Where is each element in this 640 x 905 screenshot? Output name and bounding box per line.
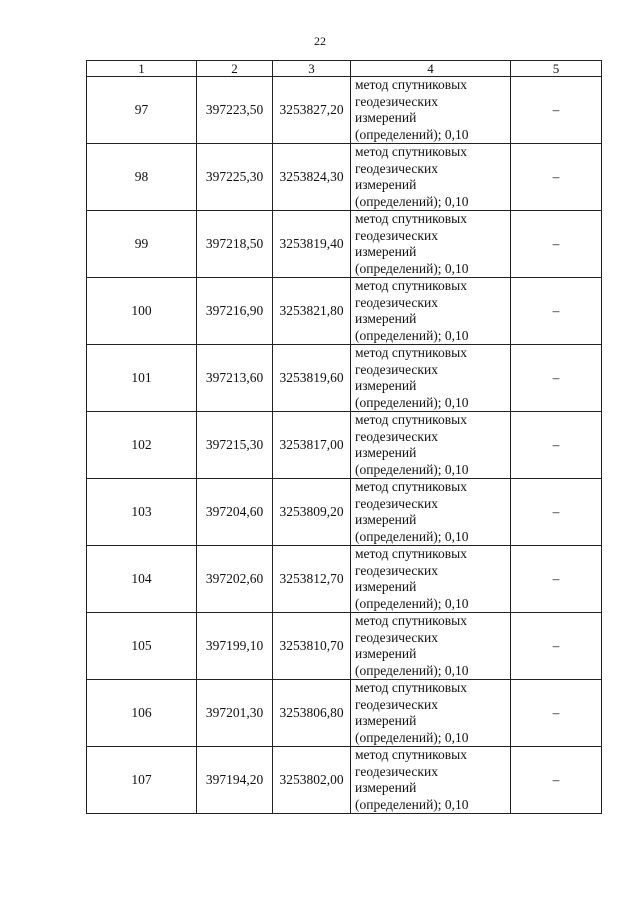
method-text-line: геодезических [355,562,438,578]
method-text-line: (определений); 0,10 [355,729,469,745]
method-text-line: (определений); 0,10 [355,260,469,276]
x-coordinate-cell: 397215,30 [197,412,273,479]
note-cell: – [511,211,602,278]
method-cell [351,77,511,144]
y-coordinate-cell: 3253812,70 [273,546,351,613]
y-coordinate-cell: 3253824,30 [273,144,351,211]
method-text-line: геодезических [355,495,438,511]
method-cell [351,345,511,412]
method-text-line: геодезических [355,629,438,645]
column-header-4: 4 [351,61,511,77]
column-header-5: 5 [511,61,602,77]
method-text-line: геодезических [355,160,438,176]
method-cell [351,613,511,680]
method-cell [351,747,511,814]
coordinates-table [86,60,602,814]
method-cell [351,278,511,345]
x-coordinate-cell: 397225,30 [197,144,273,211]
note-cell: – [511,144,602,211]
x-coordinate-cell: 397204,60 [197,479,273,546]
method-text-line: метод спутниковых [355,211,467,226]
y-coordinate-cell: 3253806,80 [273,680,351,747]
y-coordinate-cell: 3253819,60 [273,345,351,412]
method-cell [351,211,511,278]
point-number-cell: 102 [87,412,197,479]
method-text-line: метод спутниковых [355,546,467,561]
point-number-cell: 98 [87,144,197,211]
point-number-cell: 101 [87,345,197,412]
method-text-line: геодезических [355,696,438,712]
x-coordinate-cell: 397223,50 [197,77,273,144]
method-text-line: метод спутниковых [355,412,467,427]
table-row [87,747,602,814]
y-coordinate-cell: 3253802,00 [273,747,351,814]
table-body [87,77,602,814]
method-text-line: измерений [355,646,417,661]
note-cell: – [511,680,602,747]
method-text-line: (определений); 0,10 [355,461,469,477]
y-coordinate-cell: 3253827,20 [273,77,351,144]
y-coordinate-cell: 3253810,70 [273,613,351,680]
method-text-line: измерений [355,110,417,125]
point-number-cell: 97 [87,77,197,144]
method-text-line: измерений [355,244,417,259]
point-number-cell: 105 [87,613,197,680]
method-text-line: геодезических [355,294,438,310]
method-text-line: измерений [355,378,417,393]
column-header-2: 2 [197,61,273,77]
y-coordinate-cell: 3253817,00 [273,412,351,479]
method-text-line: метод спутниковых [355,77,467,92]
method-text-line: метод спутниковых [355,345,467,360]
point-number-cell: 100 [87,278,197,345]
method-text-line: (определений); 0,10 [355,394,469,410]
method-text-line: измерений [355,780,417,795]
note-cell: – [511,345,602,412]
table-row [87,345,602,412]
x-coordinate-cell: 397199,10 [197,613,273,680]
method-text-line: метод спутниковых [355,278,467,293]
note-cell: – [511,412,602,479]
method-text-line: геодезических [355,763,438,779]
column-header-1: 1 [87,61,197,77]
table-row [87,613,602,680]
note-cell: – [511,613,602,680]
method-cell [351,546,511,613]
table-row [87,412,602,479]
method-text-line: измерений [355,713,417,728]
table-row [87,144,602,211]
method-text-line: (определений); 0,10 [355,796,469,812]
method-text-line: измерений [355,311,417,326]
method-cell [351,680,511,747]
point-number-cell: 103 [87,479,197,546]
point-number-cell: 104 [87,546,197,613]
y-coordinate-cell: 3253819,40 [273,211,351,278]
method-text-line: метод спутниковых [355,613,467,628]
table-row [87,479,602,546]
method-text-line: (определений); 0,10 [355,662,469,678]
x-coordinate-cell: 397218,50 [197,211,273,278]
table-header-row [87,61,602,77]
page-number: 22 [314,34,326,48]
method-text-line: геодезических [355,361,438,377]
note-cell: – [511,747,602,814]
method-cell [351,479,511,546]
column-header-3: 3 [273,61,351,77]
note-cell: – [511,278,602,345]
note-cell: – [511,479,602,546]
method-cell [351,412,511,479]
table-row [87,680,602,747]
method-text-line: измерений [355,177,417,192]
method-text-line: (определений); 0,10 [355,193,469,209]
method-text-line: (определений); 0,10 [355,327,469,343]
method-text-line: геодезических [355,93,438,109]
x-coordinate-cell: 397216,90 [197,278,273,345]
method-text-line: геодезических [355,227,438,243]
x-coordinate-cell: 397201,30 [197,680,273,747]
method-text-line: метод спутниковых [355,747,467,762]
table-row [87,546,602,613]
method-cell [351,144,511,211]
table-row [87,77,602,144]
point-number-cell: 107 [87,747,197,814]
method-text-line: геодезических [355,428,438,444]
x-coordinate-cell: 397194,20 [197,747,273,814]
table-row [87,211,602,278]
y-coordinate-cell: 3253821,80 [273,278,351,345]
method-text-line: (определений); 0,10 [355,126,469,142]
method-text-line: (определений); 0,10 [355,528,469,544]
method-text-line: метод спутниковых [355,680,467,695]
method-text-line: измерений [355,512,417,527]
method-text-line: измерений [355,579,417,594]
point-number-cell: 106 [87,680,197,747]
x-coordinate-cell: 397213,60 [197,345,273,412]
method-text-line: метод спутниковых [355,144,467,159]
point-number-cell: 99 [87,211,197,278]
method-text-line: измерений [355,445,417,460]
note-cell: – [511,546,602,613]
x-coordinate-cell: 397202,60 [197,546,273,613]
method-text-line: метод спутниковых [355,479,467,494]
method-text-line: (определений); 0,10 [355,595,469,611]
table-row [87,278,602,345]
y-coordinate-cell: 3253809,20 [273,479,351,546]
note-cell: – [511,77,602,144]
